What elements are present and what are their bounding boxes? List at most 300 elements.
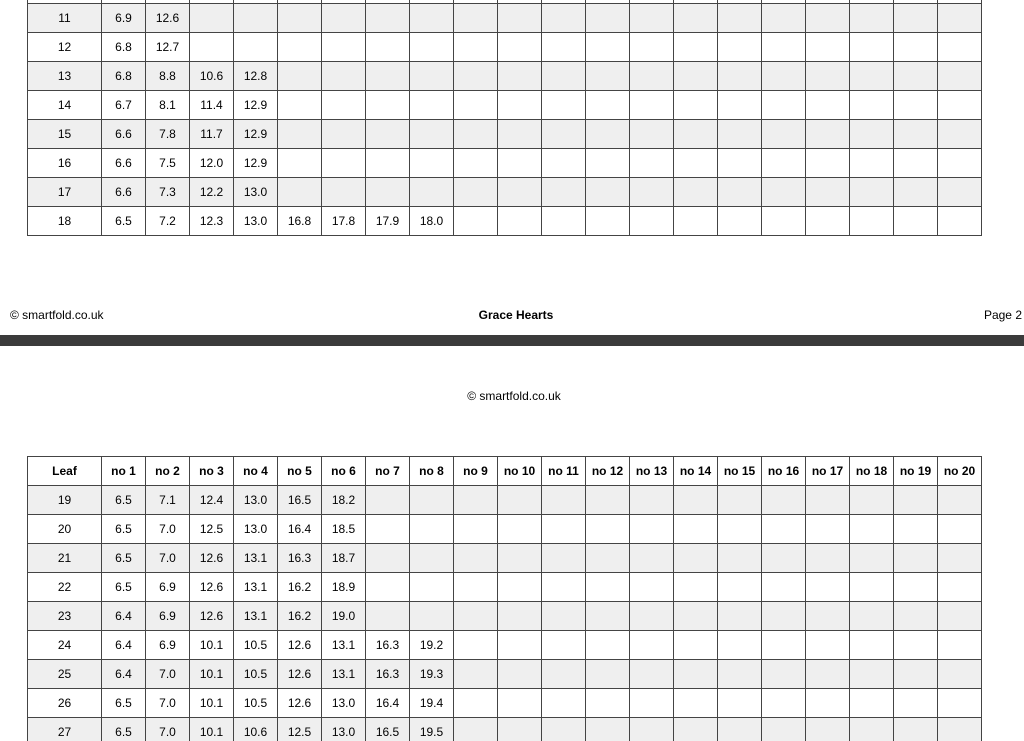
table-row (28, 515, 982, 544)
measurement-cell (806, 486, 850, 515)
measurement-cell: 10.1 (190, 718, 234, 741)
measurement-cell: 12.9 (234, 91, 278, 120)
measurement-cell (850, 573, 894, 602)
measurement-cell (322, 4, 366, 33)
column-header: no 13 (630, 457, 674, 486)
table-row (28, 486, 982, 515)
measurement-cell (630, 631, 674, 660)
measurement-cell (454, 573, 498, 602)
measurement-cell (498, 573, 542, 602)
leaf-number-cell: 13 (28, 62, 102, 91)
measurement-cell (806, 149, 850, 178)
column-header: no 15 (718, 457, 762, 486)
measurement-cell (806, 33, 850, 62)
leaf-number-cell: 15 (28, 120, 102, 149)
measurement-cell (718, 718, 762, 741)
measurement-cell (762, 62, 806, 91)
measurement-cell (410, 149, 454, 178)
measurement-cell (498, 660, 542, 689)
measurement-cell (498, 33, 542, 62)
measurement-cell (366, 149, 410, 178)
measurement-cell (498, 207, 542, 236)
measurement-cell (234, 4, 278, 33)
measurement-cell (542, 62, 586, 91)
measurement-cell: 12.5 (190, 515, 234, 544)
measurement-cell (586, 91, 630, 120)
measurement-cell (806, 207, 850, 236)
measurement-cell: 16.3 (278, 544, 322, 573)
measurement-cell (586, 33, 630, 62)
measurement-cell (498, 178, 542, 207)
measurement-cell: 6.5 (102, 486, 146, 515)
measurement-cell (322, 178, 366, 207)
measurement-cell: 7.8 (146, 120, 190, 149)
measurement-cell (366, 91, 410, 120)
measurement-cell (542, 689, 586, 718)
measurement-cell: 12.6 (146, 4, 190, 33)
measurement-cell (938, 4, 982, 33)
table-row (28, 33, 982, 62)
measurement-cell: 10.5 (234, 631, 278, 660)
leaf-number-cell: 24 (28, 631, 102, 660)
leaf-measurements-table-page-1 (27, 0, 982, 236)
measurement-cell (410, 91, 454, 120)
measurement-cell (674, 33, 718, 62)
measurement-cell (850, 149, 894, 178)
column-header: no 18 (850, 457, 894, 486)
table-row (28, 207, 982, 236)
measurement-cell (322, 62, 366, 91)
measurement-cell (630, 689, 674, 718)
measurement-cell (762, 573, 806, 602)
measurement-cell (410, 515, 454, 544)
measurement-cell (762, 718, 806, 741)
measurement-cell: 10.5 (234, 689, 278, 718)
measurement-cell (850, 91, 894, 120)
leaf-number-cell: 22 (28, 573, 102, 602)
measurement-cell (894, 631, 938, 660)
leaf-number-cell: 26 (28, 689, 102, 718)
measurement-cell: 10.1 (190, 689, 234, 718)
measurement-cell (894, 207, 938, 236)
table-row (28, 149, 982, 178)
measurement-cell (410, 120, 454, 149)
measurement-cell (542, 91, 586, 120)
measurement-cell: 10.1 (190, 660, 234, 689)
measurement-cell: 10.1 (190, 631, 234, 660)
measurement-cell (454, 631, 498, 660)
measurement-cell: 6.6 (102, 178, 146, 207)
measurement-cell (454, 149, 498, 178)
measurement-cell: 16.2 (278, 602, 322, 631)
measurement-cell (410, 544, 454, 573)
measurement-cell (454, 689, 498, 718)
measurement-cell (718, 207, 762, 236)
measurement-cell (938, 207, 982, 236)
leaf-number-cell: 12 (28, 33, 102, 62)
measurement-cell (718, 631, 762, 660)
measurement-cell (850, 33, 894, 62)
measurement-cell (938, 91, 982, 120)
measurement-cell (894, 486, 938, 515)
measurement-cell (630, 149, 674, 178)
measurement-cell (454, 207, 498, 236)
measurement-cell (278, 120, 322, 149)
measurement-cell: 6.5 (102, 718, 146, 741)
measurement-cell (366, 4, 410, 33)
measurement-cell (498, 149, 542, 178)
measurement-cell (718, 120, 762, 149)
measurement-cell (938, 718, 982, 741)
measurement-cell: 6.9 (146, 602, 190, 631)
measurement-cell (850, 544, 894, 573)
measurement-cell (762, 207, 806, 236)
measurement-cell (938, 120, 982, 149)
measurement-cell (322, 33, 366, 62)
measurement-cell (542, 149, 586, 178)
measurement-cell: 13.1 (234, 573, 278, 602)
measurement-cell (938, 660, 982, 689)
measurement-cell (586, 62, 630, 91)
measurement-cell (762, 602, 806, 631)
measurement-cell (630, 4, 674, 33)
measurement-cell (806, 689, 850, 718)
measurement-cell (498, 631, 542, 660)
measurement-cell: 16.3 (366, 660, 410, 689)
measurement-cell: 13.1 (234, 602, 278, 631)
measurement-cell (454, 544, 498, 573)
measurement-cell (894, 689, 938, 718)
measurement-cell (454, 718, 498, 741)
measurement-cell (410, 486, 454, 515)
measurement-cell: 7.0 (146, 660, 190, 689)
measurement-cell (762, 178, 806, 207)
measurement-cell (630, 515, 674, 544)
measurement-cell (850, 718, 894, 741)
leaf-number-cell: 16 (28, 149, 102, 178)
table-header-row (28, 457, 982, 486)
measurement-cell (542, 631, 586, 660)
measurement-cell (542, 544, 586, 573)
measurement-cell (542, 660, 586, 689)
measurement-cell: 16.3 (366, 631, 410, 660)
measurement-cell (542, 4, 586, 33)
measurement-cell: 6.4 (102, 660, 146, 689)
measurement-cell (894, 91, 938, 120)
measurement-cell (454, 486, 498, 515)
measurement-cell (938, 631, 982, 660)
measurement-cell (674, 689, 718, 718)
measurement-cell (674, 718, 718, 741)
measurement-cell: 18.7 (322, 544, 366, 573)
measurement-cell (586, 178, 630, 207)
measurement-cell (542, 178, 586, 207)
table-row (28, 178, 982, 207)
measurement-cell: 10.5 (234, 660, 278, 689)
measurement-cell: 18.5 (322, 515, 366, 544)
measurement-cell (366, 178, 410, 207)
measurement-cell (630, 486, 674, 515)
table-row (28, 120, 982, 149)
measurement-cell (894, 149, 938, 178)
measurement-cell: 7.0 (146, 718, 190, 741)
measurement-cell: 13.0 (322, 689, 366, 718)
measurement-cell (718, 91, 762, 120)
measurement-cell: 7.1 (146, 486, 190, 515)
measurement-cell (366, 486, 410, 515)
column-header: no 6 (322, 457, 366, 486)
footer-title: Grace Hearts (478, 308, 554, 322)
measurement-cell (278, 91, 322, 120)
measurement-cell (718, 149, 762, 178)
measurement-cell: 16.5 (278, 486, 322, 515)
measurement-cell: 10.6 (190, 62, 234, 91)
measurement-cell (586, 689, 630, 718)
measurement-cell (498, 91, 542, 120)
measurement-cell (850, 660, 894, 689)
measurement-cell (586, 602, 630, 631)
measurement-cell: 13.0 (234, 178, 278, 207)
column-header: no 9 (454, 457, 498, 486)
measurement-cell: 7.5 (146, 149, 190, 178)
measurement-cell (938, 602, 982, 631)
measurement-cell (674, 602, 718, 631)
column-header: no 11 (542, 457, 586, 486)
measurement-cell (278, 62, 322, 91)
measurement-cell (630, 718, 674, 741)
measurement-cell: 12.6 (190, 602, 234, 631)
table-row (28, 544, 982, 573)
measurement-cell: 7.0 (146, 544, 190, 573)
measurement-cell (850, 602, 894, 631)
measurement-cell: 7.0 (146, 689, 190, 718)
measurement-cell (806, 178, 850, 207)
measurement-cell (322, 120, 366, 149)
leaf-number-cell: 20 (28, 515, 102, 544)
column-header: no 19 (894, 457, 938, 486)
measurement-cell (630, 178, 674, 207)
table-row (28, 689, 982, 718)
measurement-cell (806, 631, 850, 660)
measurement-cell (630, 207, 674, 236)
measurement-cell (762, 689, 806, 718)
measurement-cell (454, 33, 498, 62)
measurement-cell (674, 660, 718, 689)
leaf-measurements-table-page-2 (27, 456, 982, 741)
measurement-cell (586, 207, 630, 236)
column-header: no 16 (762, 457, 806, 486)
measurement-cell (806, 91, 850, 120)
measurement-cell: 11.4 (190, 91, 234, 120)
measurement-cell (630, 62, 674, 91)
measurement-cell (806, 602, 850, 631)
measurement-cell (850, 515, 894, 544)
table-row (28, 631, 982, 660)
measurement-cell (850, 120, 894, 149)
measurement-cell (938, 486, 982, 515)
leaf-number-cell: 27 (28, 718, 102, 741)
measurement-cell (278, 149, 322, 178)
measurement-cell (806, 660, 850, 689)
measurement-cell (542, 573, 586, 602)
measurement-cell (366, 120, 410, 149)
measurement-cell (366, 573, 410, 602)
measurement-cell (498, 515, 542, 544)
measurement-cell (498, 62, 542, 91)
measurement-cell (718, 33, 762, 62)
measurement-cell (894, 718, 938, 741)
leaf-number-cell: 11 (28, 4, 102, 33)
measurement-cell: 6.7 (102, 91, 146, 120)
measurement-cell (674, 486, 718, 515)
measurement-cell (630, 660, 674, 689)
measurement-cell (674, 515, 718, 544)
measurement-cell (630, 33, 674, 62)
measurement-cell: 12.4 (190, 486, 234, 515)
measurement-cell: 11.7 (190, 120, 234, 149)
measurement-cell: 6.9 (146, 573, 190, 602)
measurement-cell (894, 602, 938, 631)
measurement-cell (894, 120, 938, 149)
measurement-cell: 12.6 (278, 631, 322, 660)
measurement-cell: 16.8 (278, 207, 322, 236)
measurement-cell (498, 544, 542, 573)
measurement-cell (366, 62, 410, 91)
measurement-cell (850, 4, 894, 33)
measurement-cell (586, 515, 630, 544)
leaf-number-cell: 18 (28, 207, 102, 236)
measurement-cell (586, 4, 630, 33)
measurement-cell: 12.6 (190, 573, 234, 602)
measurement-cell (718, 544, 762, 573)
measurement-cell: 12.8 (234, 62, 278, 91)
measurement-cell (894, 573, 938, 602)
measurement-cell (498, 602, 542, 631)
measurement-cell: 12.9 (234, 120, 278, 149)
measurement-cell: 12.6 (190, 544, 234, 573)
leaf-number-cell: 19 (28, 486, 102, 515)
measurement-cell (190, 33, 234, 62)
measurement-cell (586, 660, 630, 689)
measurement-cell (938, 515, 982, 544)
measurement-cell (938, 178, 982, 207)
measurement-cell (366, 515, 410, 544)
measurement-cell: 6.5 (102, 544, 146, 573)
measurement-cell (850, 631, 894, 660)
column-header: no 4 (234, 457, 278, 486)
measurement-cell (586, 149, 630, 178)
measurement-cell (410, 573, 454, 602)
measurement-cell (806, 544, 850, 573)
measurement-cell (410, 62, 454, 91)
column-header: no 20 (938, 457, 982, 486)
header-copyright: © smartfold.co.uk (467, 389, 561, 403)
measurement-cell: 12.6 (278, 660, 322, 689)
measurement-cell (630, 544, 674, 573)
measurement-cell: 6.5 (102, 207, 146, 236)
measurement-cell: 19.3 (410, 660, 454, 689)
measurement-cell: 6.9 (146, 631, 190, 660)
column-header: no 17 (806, 457, 850, 486)
measurement-cell: 6.4 (102, 631, 146, 660)
measurement-cell (498, 4, 542, 33)
measurement-cell (894, 544, 938, 573)
measurement-cell: 18.2 (322, 486, 366, 515)
measurement-cell: 17.8 (322, 207, 366, 236)
column-header: no 5 (278, 457, 322, 486)
measurement-cell (762, 91, 806, 120)
measurement-cell (674, 178, 718, 207)
measurement-cell (190, 4, 234, 33)
measurement-cell (674, 4, 718, 33)
measurement-cell (718, 573, 762, 602)
measurement-cell (630, 602, 674, 631)
measurement-cell: 19.2 (410, 631, 454, 660)
measurement-cell (718, 602, 762, 631)
leaf-number-cell: 21 (28, 544, 102, 573)
column-header: Leaf (28, 457, 102, 486)
measurement-cell (674, 91, 718, 120)
measurement-cell (630, 120, 674, 149)
column-header: no 3 (190, 457, 234, 486)
measurement-cell (894, 660, 938, 689)
measurement-cell (498, 486, 542, 515)
measurement-cell: 6.8 (102, 33, 146, 62)
column-header: no 14 (674, 457, 718, 486)
measurement-cell (454, 602, 498, 631)
measurement-cell: 13.0 (234, 515, 278, 544)
measurement-cell: 19.0 (322, 602, 366, 631)
measurement-cell: 12.6 (278, 689, 322, 718)
measurement-cell (454, 515, 498, 544)
table-row (28, 62, 982, 91)
measurement-cell (454, 91, 498, 120)
measurement-cell: 18.9 (322, 573, 366, 602)
measurement-cell: 17.9 (366, 207, 410, 236)
table-row (28, 718, 982, 741)
measurement-cell (586, 486, 630, 515)
measurement-cell (454, 178, 498, 207)
measurement-cell (542, 486, 586, 515)
measurement-cell: 6.6 (102, 149, 146, 178)
measurement-cell (718, 515, 762, 544)
measurement-cell (410, 178, 454, 207)
measurement-cell: 13.0 (234, 207, 278, 236)
measurement-cell (278, 4, 322, 33)
measurement-cell (586, 718, 630, 741)
measurement-cell (762, 33, 806, 62)
measurement-cell (762, 660, 806, 689)
measurement-cell (938, 62, 982, 91)
measurement-cell (938, 544, 982, 573)
leaf-number-cell: 23 (28, 602, 102, 631)
measurement-cell (410, 4, 454, 33)
measurement-cell (850, 486, 894, 515)
measurement-cell (674, 544, 718, 573)
measurement-cell: 12.7 (146, 33, 190, 62)
measurement-cell: 6.6 (102, 120, 146, 149)
measurement-cell (366, 544, 410, 573)
measurement-cell (806, 4, 850, 33)
measurement-cell (938, 573, 982, 602)
measurement-cell (322, 149, 366, 178)
measurement-cell: 7.2 (146, 207, 190, 236)
measurement-cell (630, 91, 674, 120)
measurement-cell (366, 33, 410, 62)
measurement-cell (454, 62, 498, 91)
measurement-cell (586, 544, 630, 573)
measurement-cell (718, 660, 762, 689)
